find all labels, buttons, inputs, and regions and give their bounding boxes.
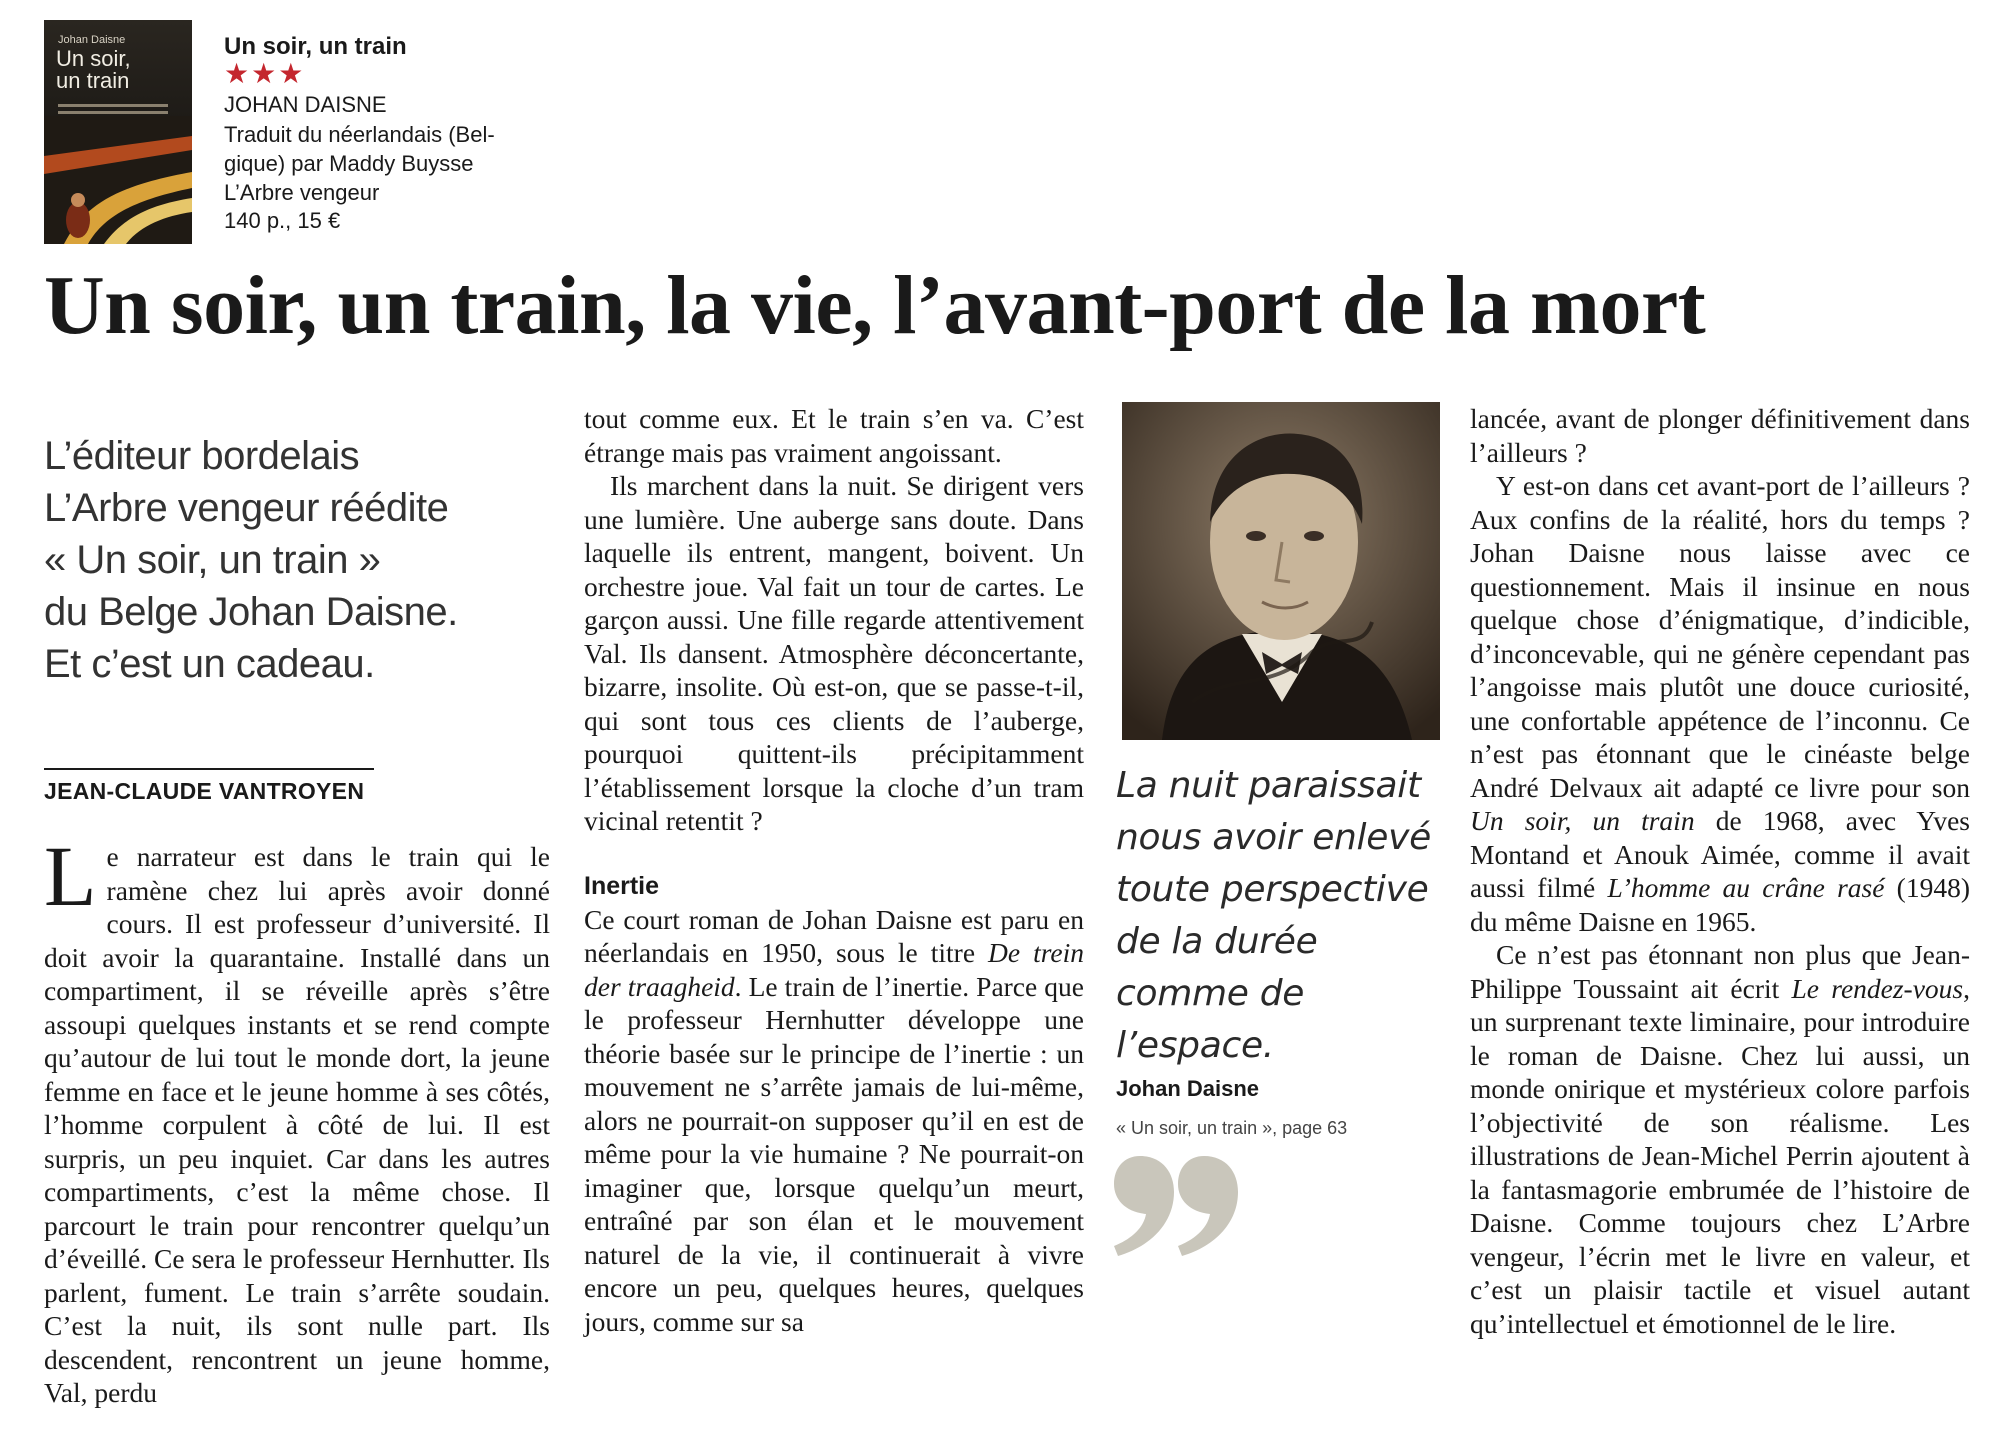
lead-line: L’Arbre vengeur réédite — [44, 486, 449, 530]
book-title-reference: Le rendez-vous — [1791, 972, 1964, 1004]
body-paragraph: Y est-on dans cet avant-port de l’ailleurs ? Aux confins de la réalité, hors du temps ? Johan Daisne nous laisse avec ce questionnement. Mais il insinue en nous quelque chose d’énigmatique, d’indicible, d’inconcevable, qui ne génère cependant pas l’angoisse mais plutôt une douce curiosité, une confortable appétence de l’inconnu. Ce n’est pas étonnant que le cinéaste belge André Delvaux ait adapté ce livre pour son Un soir, un train de 1968, avec Yves Montand et Anouk Aimée, comme il avait aussi filmé L’homme au crâne rasé (1948) du même Daisne en 1965. — [1470, 470, 1970, 937]
lead-line: Et c’est un cadeau. — [44, 642, 375, 686]
quote-line: toute perspective — [1116, 869, 1429, 910]
body-paragraph: lancée, avant de plonger définitivement dans l’ailleurs ? — [1470, 403, 1970, 468]
article-byline: JEAN-CLAUDE VANTROYEN — [44, 778, 365, 804]
section-subhead: Inertie — [584, 871, 660, 900]
book-title-original: De trein der traagheid — [584, 937, 1084, 1002]
body-paragraph: Ce court roman de Johan Daisne est paru en néerlandais en 1950, sous le titre De trein der traagheid. Le train de l’inertie. Parce que le professeur Hernhutter développe une théorie basée sur le principe de l’inertie : un mouvement ne s’arrête jamais de lui-même, alors ne pourrait-on supposer qu’il en est de même pour la vie humaine ? Ne pourrait-on imaginer que, lorsque quelqu’un meurt, entraîné par son élan et le mouvement naturel de la vie, il continuerait à vivre encore un peu, quelques heures, quelques jours, comme sur sa — [584, 903, 1084, 1337]
body-paragraph: Ce n’est pas étonnant non plus que Jean-Philippe Toussaint ait écrit Le rendez-vous, un surprenant texte liminaire, pour introduire le roman de Daisne. Chez lui aussi, un monde onirique et mystérieux colore parfois l’objectivité de son réalisme. Les illustrations de Jean-Michel Perrin ajoutent à la fantasmagorie embrumée de l’histoire de Daisne. Comme toujours chez L’Arbre vengeur, l’écrin met le livre en valeur, et c’est un plaisir tactile et visuel autant qu’intellectuel et émotionnel de le lire. — [1470, 939, 1970, 1339]
book-title: Un soir, un train — [224, 33, 407, 60]
quotation-mark-icon — [1112, 1150, 1242, 1265]
quote-source: « Un soir, un train », page 63 — [1116, 1118, 1348, 1138]
book-author: JOHAN DAISNE — [224, 92, 387, 117]
author-portrait-photo — [1122, 402, 1440, 740]
book-publisher: L’Arbre vengeur — [224, 180, 380, 205]
cover-illustration — [44, 116, 192, 244]
quote-line: de la durée — [1116, 921, 1318, 962]
pull-quote — [1116, 760, 1446, 1072]
quote-author: Johan Daisne — [1116, 1076, 1260, 1101]
quote-line: La nuit paraissait — [1116, 765, 1421, 806]
drop-cap: L — [44, 828, 97, 924]
book-translation: Traduit du néerlandais (Bel- gique) par Maddy Buysse — [224, 122, 495, 176]
book-price: 140 p., 15 € — [224, 208, 341, 233]
byline-divider — [44, 768, 374, 770]
lead-line: « Un soir, un train » — [44, 538, 381, 582]
cover-subtitle-lines — [58, 104, 168, 107]
article-headline: Un soir, un train, la vie, l’avant-port de la mort — [44, 259, 1706, 352]
film-title: Un soir, un train — [1470, 805, 1695, 836]
body-column-1 — [44, 828, 550, 1410]
body-column-4 — [1470, 402, 1970, 1340]
lead-line: du Belge Johan Daisne. — [44, 590, 458, 634]
body-paragraph: tout comme eux. Et le train s’en va. C’est étrange mais pas vraiment angoissant. — [584, 403, 1084, 468]
quote-line: comme de — [1116, 973, 1305, 1014]
rating-stars: ★★★ — [224, 58, 306, 89]
cover-author: Johan Daisne — [58, 34, 126, 46]
body-paragraph: Le narrateur est dans le train qui le ramène chez lui après avoir donné cours. Il est professeur d’université. Il doit avoir la quarantaine. Installé dans un compartiment, il se réveille après s’être assoupi quelques instants et se rend compte qu’autour de lui tout le monde dort, la jeune femme en face et le jeune homme à ses côtés, l’homme corpulent à côté de lui. Il est surpris, un peu inquiet. Car dans les autres compartiments, c’est la même chose. Il parcourt le train pour rencontrer quelqu’un d’éveillé. Ce sera le professeur Hernhutter. Ils parlent, fument. Le train s’arrête soudain. C’est la nuit, ils sont nulle part. Ils descendent, rencontrent un jeune homme, Val, perdu — [44, 828, 550, 1408]
quote-line: l’espace. — [1116, 1025, 1274, 1066]
film-title: L’homme au crâne rasé — [1607, 872, 1885, 903]
book-cover-image — [44, 20, 192, 244]
quote-line: nous avoir enlevé — [1116, 817, 1431, 858]
body-paragraph: Ils marchent dans la nuit. Se dirigent vers une lumière. Une auberge sans doute. Dans laquelle ils entrent, mangent, boivent. Un orchestre joue. Val fait un tour de cartes. Le garçon aussi. Une fille regarde attentivement Val. Ils dansent. Atmosphère déconcertante, bizarre, insolite. Où est-on, que se passe-t-il, qui sont tous ces clients de l’auberge, pourquoi quittent-ils précipitamment l’établissement lorsque la cloche d’un tram vicinal retentit ? — [584, 470, 1084, 836]
cover-title: Un soir, un train — [56, 46, 131, 93]
lead-line: L’éditeur bordelais — [44, 434, 360, 478]
body-column-2 — [584, 402, 1084, 1338]
article-lead — [44, 430, 564, 690]
